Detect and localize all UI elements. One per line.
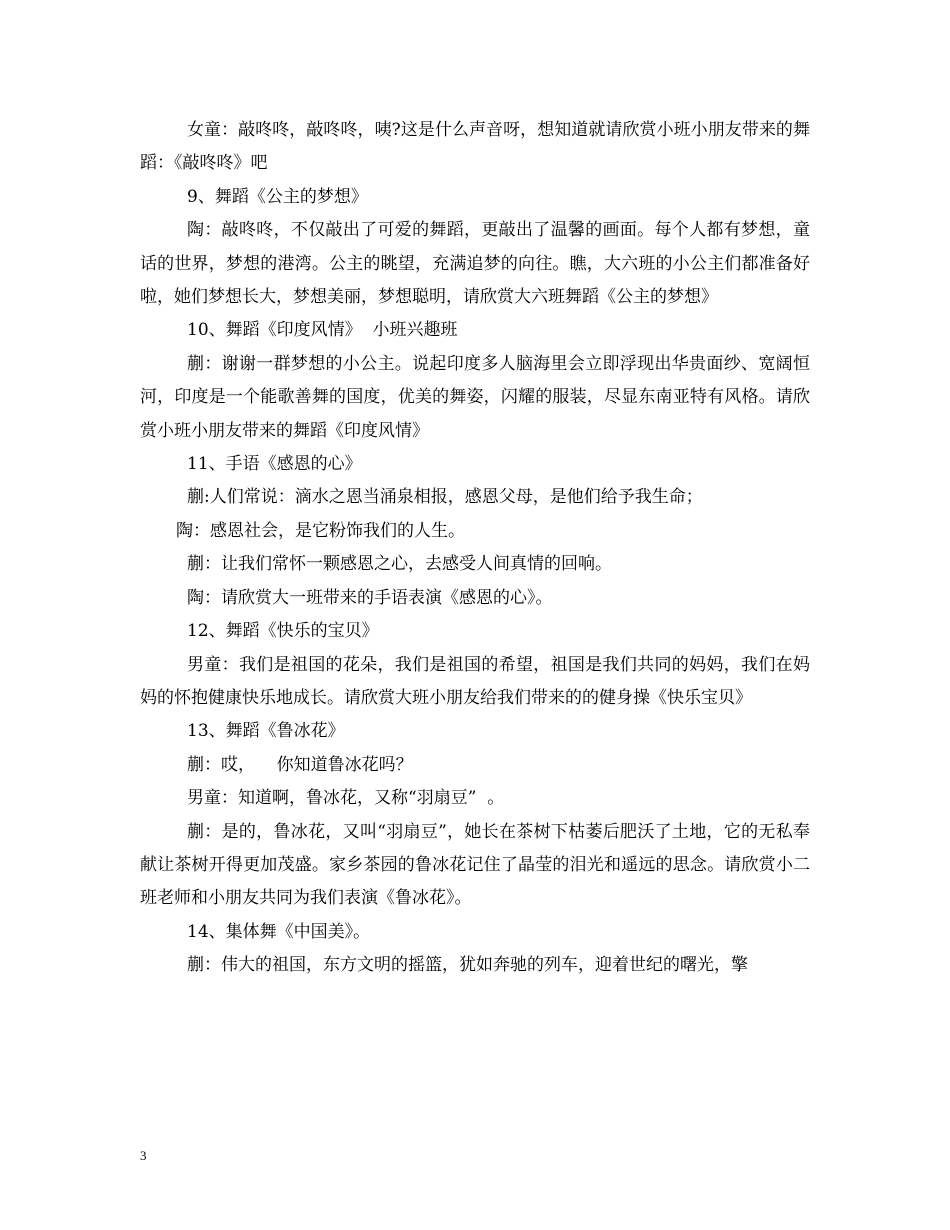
paragraph: 蒯:人们常说：滴水之恩当涌泉相报，感恩父母，是他们给予我生命； [187,487,703,508]
section-heading: 11、手语《感恩的心》 [187,454,362,475]
page-number: 3 [140,1148,147,1163]
paragraph: 男童：我们是祖国的花朵，我们是祖国的希望，祖国是我们共同的妈妈，我们在妈妈的怀抱健康快乐地成长。请欣赏大班小朋友给我们带来的的健身操《快乐宝贝》 [140,654,810,708]
section-heading: 9、舞蹈《公主的梦想》 [187,186,368,207]
paragraph: 陶：感恩社会，是它粉饰我们的人生。 [176,520,465,541]
paragraph: 陶：请欣赏大一班带来的手语表演《感恩的心》。 [187,587,553,608]
paragraph: 蒯：哎， 你知道鲁冰花吗？ [187,754,413,775]
paragraph: 男童：知道啊，鲁冰花，又称“羽扇豆” 。 [187,788,505,809]
page-body [140,114,810,983]
paragraph: 陶：敲咚咚，不仅敲出了可爱的舞蹈，更敲出了温馨的画面。每个人都有梦想，童话的世界，梦想的港湾。公主的眺望，充满追梦的向往。瞧，大六班的小公主们都准备好啦，她们梦想长大，梦想美丽，梦想聪明，请欣赏大六班舞蹈《公主的梦想》 [140,220,810,308]
section-heading: 14、集体舞《中国美》。 [187,921,371,942]
paragraph: 女童：敲咚咚，敲咚咚，咦?这是什么声音呀，想知道就请欣赏小班小朋友带来的舞蹈：《敲咚咚》吧 [140,120,810,174]
paragraph: 蒯：让我们常怀一颗感恩之心，去感受人间真情的回响。 [187,554,612,575]
paragraph: 蒯：伟大的祖国，东方文明的摇篮，犹如奔驰的列车，迎着世纪的曙光，擎 [187,955,748,976]
section-heading: 10、舞蹈《印度风情》 小班兴趣班 [187,320,458,341]
section-heading: 12、舞蹈《快乐的宝贝》 [187,621,379,642]
paragraph: 蒯：是的，鲁冰花，又叫“羽扇豆”，她长在茶树下枯萎后肥沃了土地，它的无私奉献让茶树开得更加茂盛。家乡茶园的鲁冰花记住了晶莹的泪光和遥远的思念。请欣赏小二班老师和小朋友共同为我们表演《鲁冰花》。 [140,821,810,909]
paragraph: 蒯：谢谢一群梦想的小公主。说起印度多人脑海里会立即浮现出华贵面纱、宽阔恒河，印度是一个能歌善舞的国度，优美的舞姿，闪耀的服装，尽显东南亚特有风格。请欣赏小班小朋友带来的舞蹈《印度风情》 [140,353,810,441]
section-heading: 13、舞蹈《鲁冰花》 [187,721,345,742]
